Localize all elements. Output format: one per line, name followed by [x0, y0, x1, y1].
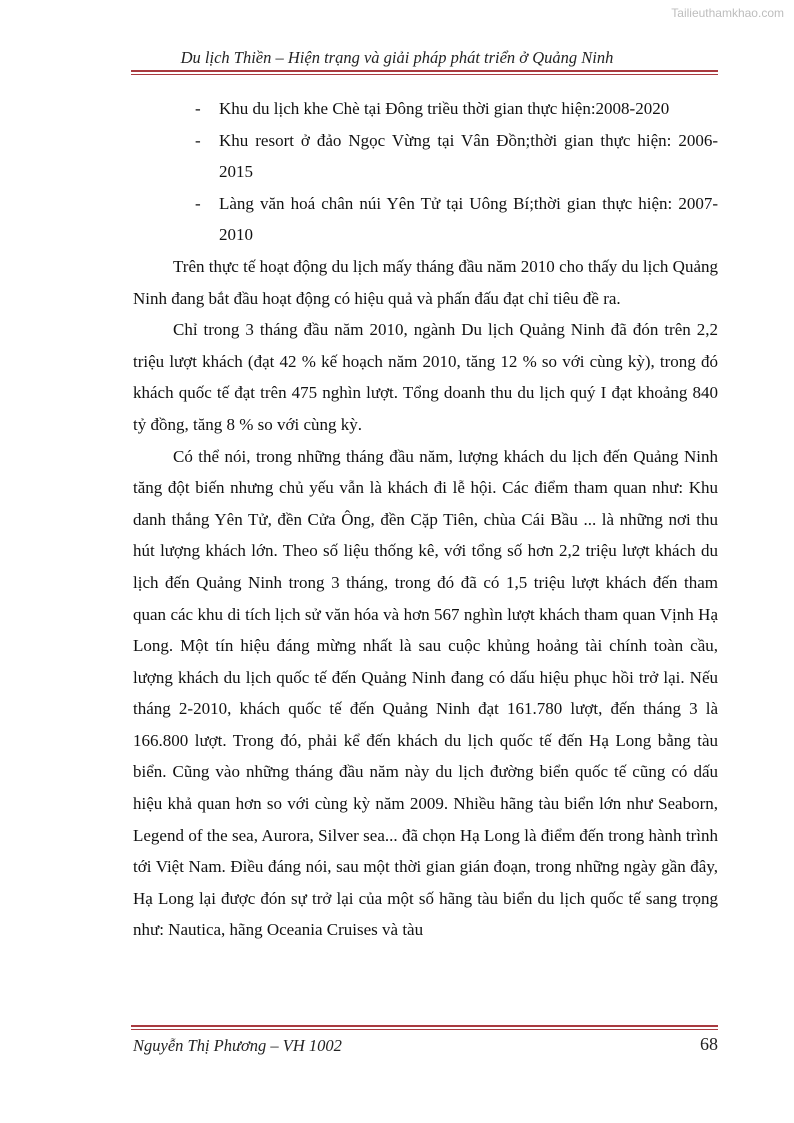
footer-rule [131, 1025, 718, 1027]
list-item [133, 188, 718, 251]
list-item [133, 93, 718, 125]
list-item-text: Làng văn hoá chân núi Yên Tử tại Uông Bí;thời gian thực hiện: 2007-2010 [219, 193, 718, 245]
list-item-text: Khu du lịch khe Chè tại Đông triều thời gian thực hiện:2008-2020 [219, 99, 670, 118]
bullet-dash: - [195, 99, 201, 118]
page-body [133, 93, 718, 946]
running-header-title: Du lịch Thiền – Hiện trạng và giải pháp phát triển ở Quảng Ninh [180, 48, 614, 67]
paragraph: Trên thực tế hoạt động du lịch mấy tháng đầu năm 2010 cho thấy du lịch Quảng Ninh đang bắt đầu hoạt động có hiệu quả và phấn đấu đạt chỉ tiêu đề ra. [133, 256, 718, 308]
list-item [133, 125, 718, 188]
list-item-text: Khu resort ở đảo Ngọc Vừng tại Vân Đồn;thời gian thực hiện: 2006-2015 [219, 130, 718, 182]
watermark-text: Tailieuthamkhao.com [671, 6, 784, 20]
bullet-dash: - [195, 193, 201, 213]
header-rule [131, 70, 718, 72]
footer-rule-thin [131, 1029, 718, 1030]
page-number: 68 [700, 1034, 718, 1054]
bullet-dash: - [195, 130, 201, 150]
header-rule-thin [131, 74, 718, 75]
footer-author: Nguyễn Thị Phương – VH 1002 [133, 1036, 342, 1055]
paragraph: Có thể nói, trong những tháng đầu năm, lượng khách du lịch đến Quảng Ninh tăng đột biến nhưng chủ yếu vẫn là khách đi lễ hội. Các điểm tham quan như: Khu danh thắng Yên Tử, đền Cửa Ông, đền Cặp Tiên, chùa Cái Bầu ... là những nơi thu hút lượng khách lớn. Theo số liệu thống kê, với tổng số hơn 2,2 triệu lượt khách du lịch đến Quảng Ninh trong 3 tháng, trong đó đã có 1,5 triệu lượt khách đến tham quan các khu di tích lịch sử văn hóa và hơn 567 nghìn lượt khách tham quan Vịnh Hạ Long. Một tín hiệu đáng mừng nhất là sau cuộc khủng hoảng tài chính toàn cầu, lượng khách du lịch quốc tế đến Quảng Ninh đang có dấu hiệu phục hồi trở lại. Nếu tháng 2-2010, khách quốc tế đến Quảng Ninh đạt 161.780 lượt, đến tháng 3 là 166.800 lượt. Trong đó, phải kể đến khách du lịch quốc tế đến Hạ Long bằng tàu biển. Cũng vào những tháng đầu năm này du lịch đường biển quốc tế cũng có dấu hiệu khả quan hơn so với cùng kỳ năm 2009. Nhiều hãng tàu biển lớn như Seaborn, Legend of the sea, Aurora, Silver sea... đã chọn Hạ Long là điểm đến trong hành trình tới Việt Nam. Điều đáng nói, sau một thời gian gián đoạn, trong những ngày gần đây, Hạ Long lại được đón sự trở lại của một số hãng tàu biển du lịch quốc tế sang trọng như: Nautica, hãng Oceania Cruises và tàu [133, 446, 718, 940]
paragraph: Chỉ trong 3 tháng đầu năm 2010, ngành Du lịch Quảng Ninh đã đón trên 2,2 triệu lượt khách (đạt 42 % kế hoạch năm 2010, tăng 12 % so với cùng kỳ), trong đó khách quốc tế đạt trên 475 nghìn lượt. Tổng doanh thu du lịch quý I đạt khoảng 840 tỷ đồng, tăng 8 % so với cùng kỳ. [133, 320, 718, 434]
